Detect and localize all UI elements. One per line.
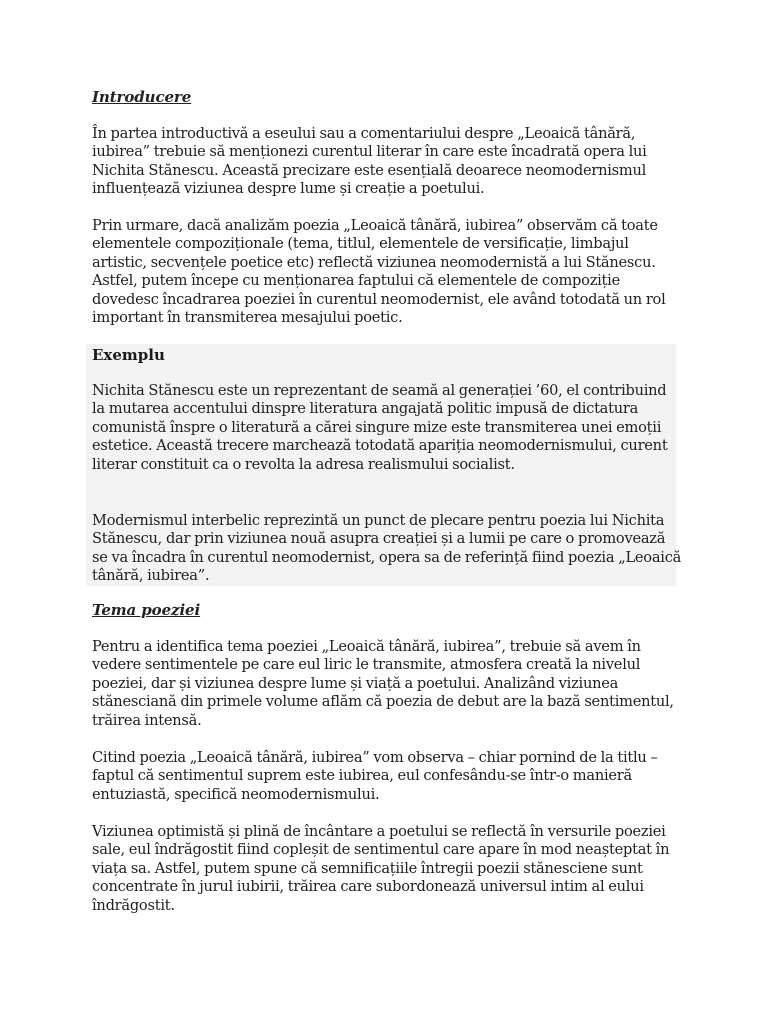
intro-paragraph-1: În partea introductivă a eseului sau a comentariului despre „Leoaică tânără, iubirea” trebuie să menționezi curentul literar în care este încadrată opera lui Nichita Stănescu. Această precizare este esențială deoarece neomodernismul influențează viziunea despre lume și creație a poetului.: [92, 125, 647, 198]
heading-exemplu: Exemplu: [92, 346, 165, 364]
theme-paragraph-3: Viziunea optimistă și plină de încântare a poetului se reflectă în versurile poeziei sale, eul îndrăgostit fiind copleșit de sentimentul care apare în mod neașteptat în viața sa. Astfel, putem spune că semnificațiile întregii poezii stănesciene sunt concentrate în jurul iubirii, trăirea care subordonează universul intim al eului îndrăgostit.: [92, 823, 670, 914]
theme-paragraph-2: Citind poezia „Leoaică tânără, iubirea” vom observa – chiar pornind de la titlu – faptul că sentimentul suprem este iubirea, eul confesându-se într-o manieră entuziastă, specifică neomodernismului.: [92, 749, 658, 803]
example-paragraph-2: Modernismul interbelic reprezintă un punct de plecare pentru poezia lui Nichita Stănescu, dar prin viziunea nouă asupra creației și a lumii pe care o promovează se va încadra în curentul neomodernist, opera sa de referință fiind poezia „Leoaică tânără, iubirea”.: [92, 512, 682, 585]
theme-paragraph-1: Pentru a identifica tema poeziei „Leoaică tânără, iubirea”, trebuie să avem în vedere sentimentele pe care eul liric le transmite, atmosfera creată la nivelul poeziei, dar și viziunea despre lume și viață a poetului. Analizând viziunea stănesciană din primele volume aflăm că poezia de debut are la bază sentimentul, trăirea intensă.: [92, 638, 674, 729]
example-paragraph-1: Nichita Stănescu este un reprezentant de seamă al generației ’60, el contribuind la mutarea accentului dinspre literatura angajată politic impusă de dictatura comunistă înspre o literatură a cărei singure mize este transmiterea unei emoții estetice. Această trecere marchează totodată apariția neomodernismului, curent literar constituit ca o revolta la adresa realismului socialist.: [92, 382, 668, 473]
heading-tema-poeziei: Tema poeziei: [92, 601, 201, 619]
intro-paragraph-2: Prin urmare, dacă analizăm poezia „Leoaică tânără, iubirea” observăm că toate elementele compoziționale (tema, titlul, elementele de versificație, limbajul artistic, secvențele poetice etc) reflectă viziunea neomodernistă a lui Stănescu. Astfel, putem începe cu menționarea faptului că elementele de compoziție dovedesc încadrarea poeziei în curentul neomodernist, ele având totodată un rol important în transmiterea mesajului poetic.: [92, 217, 666, 327]
heading-introducere: Introducere: [92, 88, 192, 106]
